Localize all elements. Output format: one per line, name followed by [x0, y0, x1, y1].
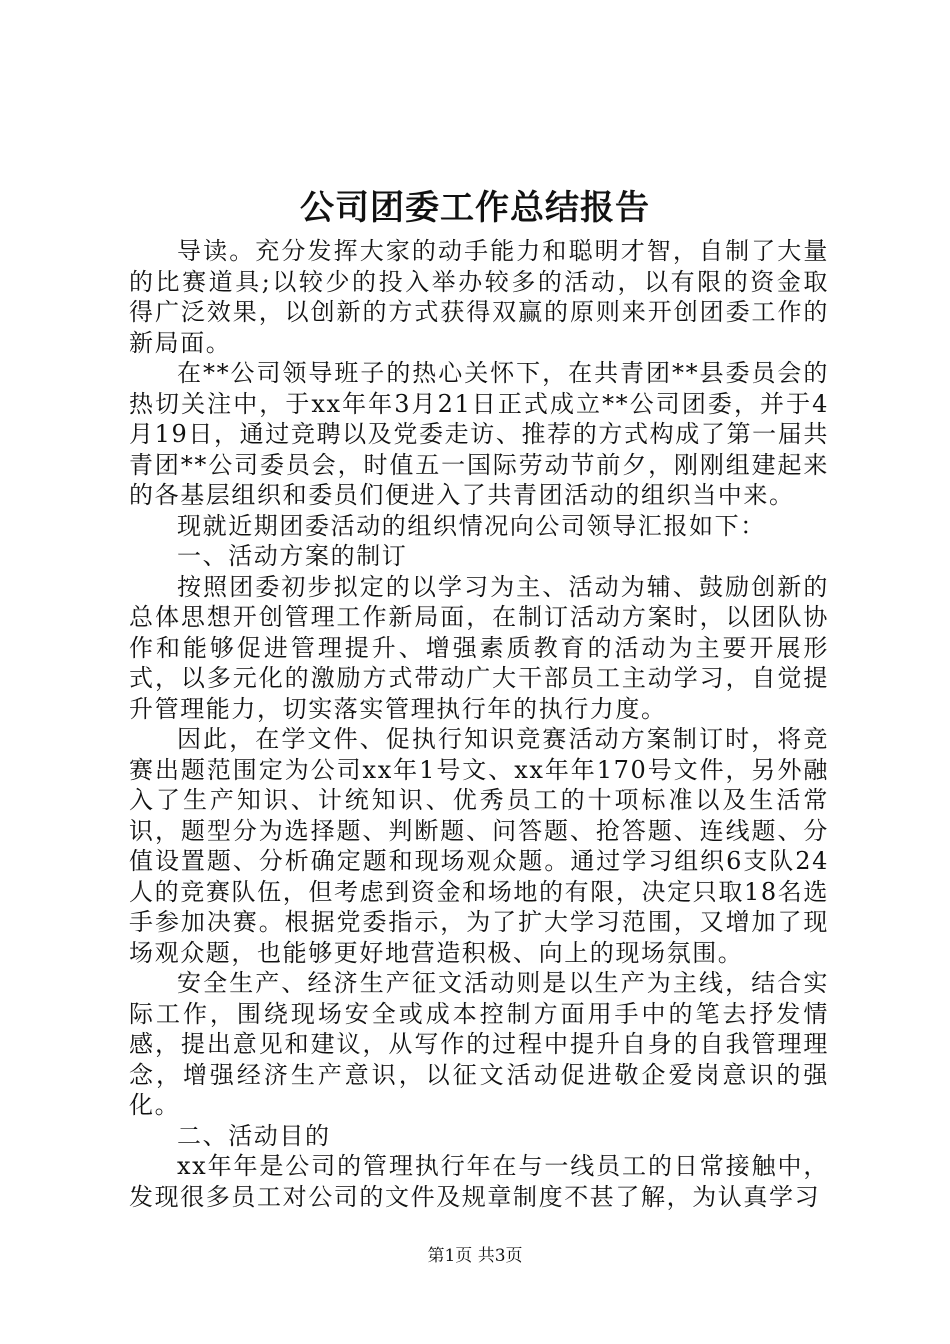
paragraph-plan: 按照团委初步拟定的以学习为主、活动为辅、鼓励创新的总体思想开创管理工作新局面，在制订活动方案时，以团队协作和能够促进管理提升、增强素质教育的活动为主要开展形式，以多元化的激励方式带动广大干部员工主动学习，自觉提升管理能力，切实落实管理执行年的执行力度。	[129, 572, 829, 723]
paragraph-intro: 导读。充分发挥大家的动手能力和聪明才智，自制了大量的比赛道具;以较少的投入举办较多的活动，以有限的资金取得广泛效果，以创新的方式获得双赢的原则来开创团委工作的新局面。	[129, 237, 829, 357]
paragraph-establishment: 在**公司领导班子的热心关怀下，在共青团**县委员会的热切关注中，于xx年年3月21日正式成立**公司团委，并于4月19日，通过竞聘以及党委走访、推荐的方式构成了第一届共青团**公司委员会，时值五一国际劳动节前夕，刚刚组建起来的各基层组织和委员们便进入了共青团活动的组织当中来。	[129, 359, 829, 509]
section-heading-plan: 一、活动方案的制订	[177, 542, 408, 570]
section-heading-purpose: 二、活动目的	[177, 1121, 331, 1150]
paragraph-purpose: xx年年是公司的管理执行年在与一线员工的日常接触中，发现很多员工对公司的文件及规章制度不甚了解，为认真学习	[129, 1152, 829, 1211]
paragraph-essay: 安全生产、经济生产征文活动则是以生产为主线，结合实际工作，围绕现场安全或成本控制方面用手中的笔去抒发情感，提出意见和建议，从写作的过程中提升自身的自我管理理念，增强经济生产意识，以征文活动促进敬企爱岗意识的强化。	[129, 969, 829, 1119]
document-title: 公司团委工作总结报告	[300, 188, 650, 228]
paragraph-report-lead: 现就近期团委活动的组织情况向公司领导汇报如下：	[177, 511, 766, 540]
paragraph-contest: 因此，在学文件、促执行知识竞赛活动方案制订时，将竞赛出题范围定为公司xx年1号文、xx年年170号文件，另外融入了生产知识、计统知识、优秀员工的十项标准以及生活常识，题型分为选择题、判断题、问答题、抢答题、连线题、分值设置题、分析确定题和现场观众题。通过学习组织6支队24人的竞赛队伍，但考虑到资金和场地的有限，决定只取18名选手参加决赛。根据党委指示，为了扩大学习范围，又增加了现场观众题，也能够更好地营造积极、向上的现场氛围。	[129, 725, 829, 967]
page-footer: 第1页 共3页	[427, 1246, 523, 1266]
document-body	[129, 236, 829, 1212]
